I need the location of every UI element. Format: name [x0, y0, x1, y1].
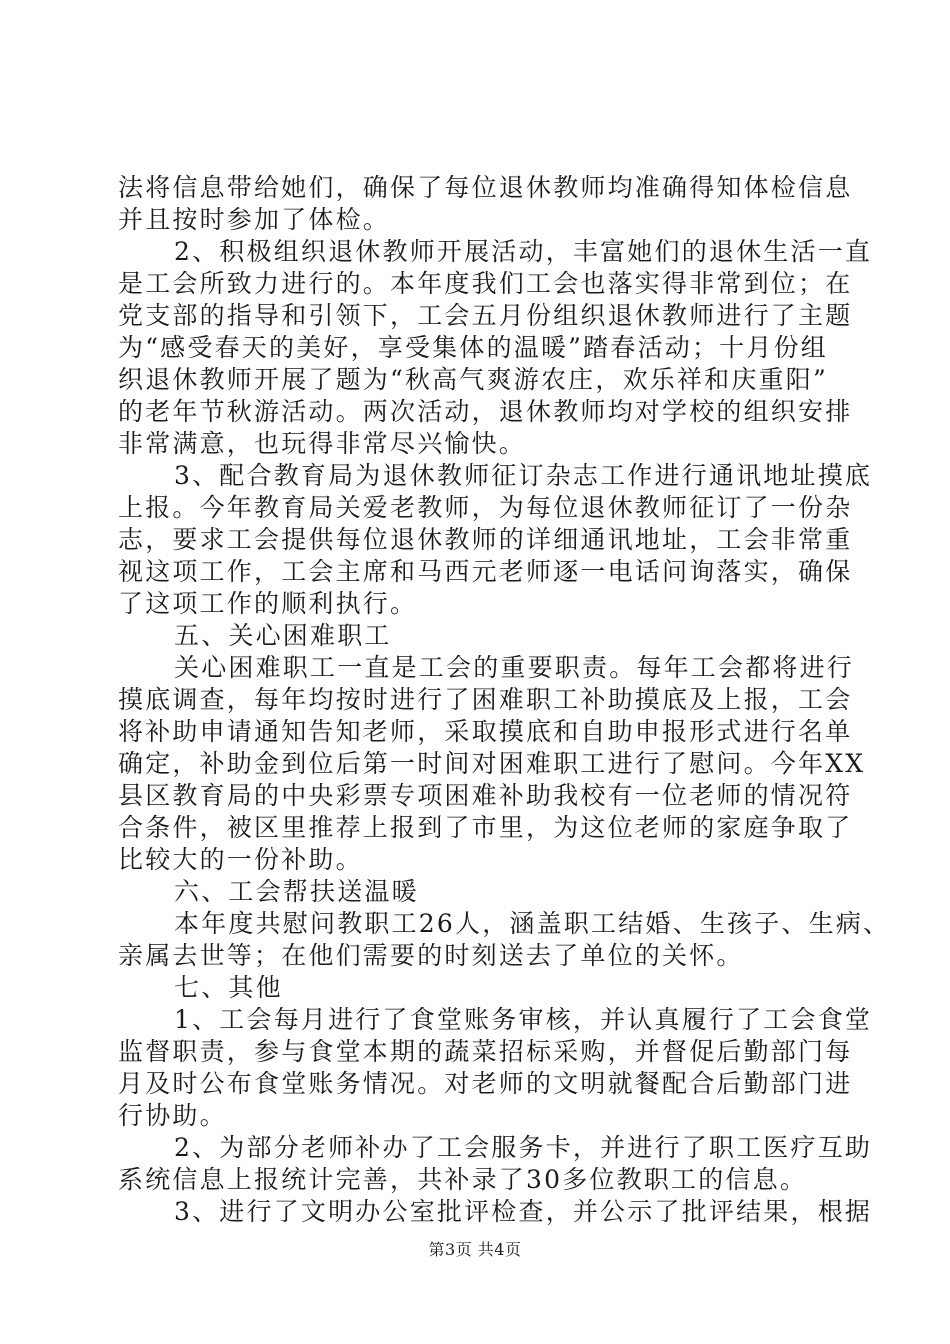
text-line: 将补助申请通知告知老师，采取摸底和自助申报形式进行名单 [118, 717, 853, 746]
text-line: 系统信息上报统计完善，共补录了30多位教职工的信息。 [118, 1165, 808, 1194]
text-line: 关心困难职工一直是工会的重要职责。每年工会都将进行 [174, 653, 855, 682]
text-line: 本年度共慰问教职工26人，涵盖职工结婚、生孩子、生病、 [174, 909, 891, 938]
text-line: 的老年节秋游活动。两次活动，退休教师均对学校的组织安排 [118, 397, 853, 426]
text-line: 2、为部分老师补办了工会服务卡，并进行了职工医疗互助 [174, 1133, 873, 1162]
text-line: 3、配合教育局为退休教师征订杂志工作进行通讯地址摸底 [174, 461, 873, 490]
text-line: 2、积极组织退休教师开展活动，丰富她们的退休生活一直 [174, 237, 873, 266]
text-line: 六、工会帮扶送温暖 [174, 877, 419, 906]
text-line: 比较大的一份补助。 [118, 845, 363, 874]
text-line: 七、其他 [174, 973, 283, 1002]
text-line: 县区教育局的中央彩票专项困难补助我校有一位老师的情况符 [118, 781, 853, 810]
text-line: 1、工会每月进行了食堂账务审核，并认真履行了工会食堂 [174, 1005, 873, 1034]
document-body [118, 172, 891, 1228]
page-footer: 第3页 共4页 [428, 1240, 522, 1259]
text-line: 确定，补助金到位后第一时间对困难职工进行了慰问。今年XX [118, 749, 866, 778]
text-line: 合条件，被区里推荐上报到了市里，为这位老师的家庭争取了 [118, 813, 853, 842]
text-line: 并且按时参加了体检。 [118, 205, 391, 234]
text-line: 为“感受春天的美好，享受集体的温暖”踏春活动；十月份组 [118, 333, 828, 362]
text-line: 行协助。 [118, 1101, 227, 1130]
text-line: 非常满意，也玩得非常尽兴愉快。 [118, 429, 527, 458]
text-line: 法将信息带给她们，确保了每位退休教师均准确得知体检信息 [118, 173, 853, 202]
text-line: 是工会所致力进行的。本年度我们工会也落实得非常到位；在 [118, 269, 853, 298]
text-line: 亲属去世等；在他们需要的时刻送去了单位的关怀。 [118, 941, 744, 970]
text-line: 五、关心困难职工 [174, 621, 392, 650]
text-line: 织退休教师开展了题为“秋高气爽游农庄，欢乐祥和庆重阳” [118, 365, 828, 394]
text-line: 视这项工作，工会主席和马西元老师逐一电话问询落实，确保 [118, 557, 853, 586]
text-line: 3、进行了文明办公室批评检查，并公示了批评结果，根据 [174, 1197, 873, 1226]
text-line: 志，要求工会提供每位退休教师的详细通讯地址，工会非常重 [118, 525, 853, 554]
text-line: 月及时公布食堂账务情况。对老师的文明就餐配合后勤部门进 [118, 1069, 853, 1098]
text-line: 上报。今年教育局关爱老教师，为每位退休教师征订了一份杂 [118, 493, 853, 522]
text-line: 监督职责，参与食堂本期的蔬菜招标采购，并督促后勤部门每 [118, 1037, 853, 1066]
text-line: 了这项工作的顺利执行。 [118, 589, 418, 618]
text-line: 摸底调查，每年均按时进行了困难职工补助摸底及上报，工会 [118, 685, 853, 714]
text-line: 党支部的指导和引领下，工会五月份组织退休教师进行了主题 [118, 301, 853, 330]
